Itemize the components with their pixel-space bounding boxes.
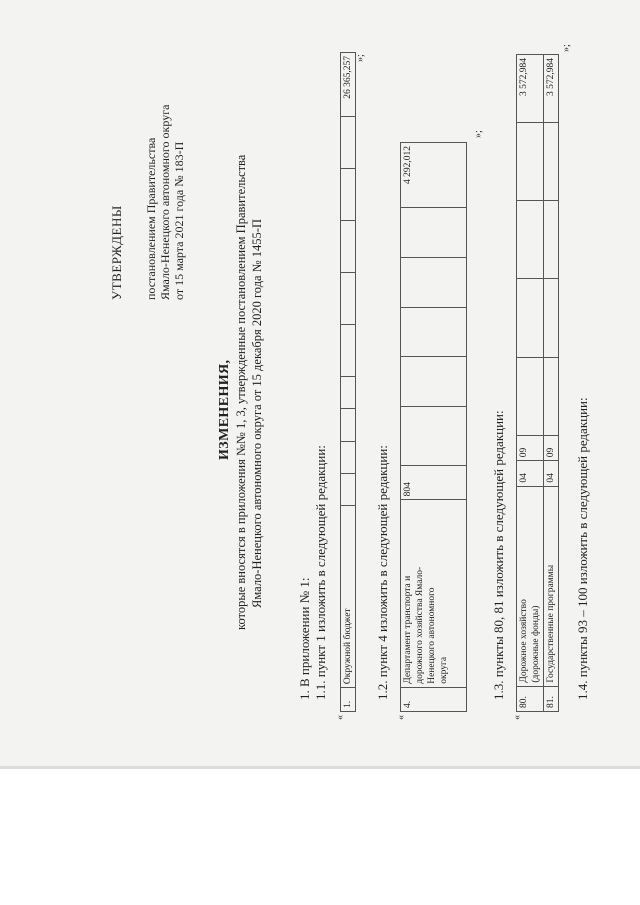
row-number: 80. xyxy=(517,686,544,711)
row-value: 3 572,984 xyxy=(544,55,559,123)
empty-cell xyxy=(544,357,559,435)
empty-cell xyxy=(517,123,544,201)
row-value: 4 292,012 xyxy=(401,143,467,208)
empty-cell xyxy=(401,357,467,407)
table-row xyxy=(517,55,544,712)
row-name-line: (дорожные фонды) xyxy=(531,605,541,683)
empty-cell xyxy=(517,357,544,435)
table-row xyxy=(341,53,356,712)
empty-cell xyxy=(341,169,356,221)
empty-cell xyxy=(517,279,544,357)
section-1-3-heading: 1.3. пункты 80, 81 изложить в следующей редакции: xyxy=(491,410,506,700)
row-number: 81. xyxy=(544,686,559,711)
quote-close-3: »; xyxy=(561,44,572,52)
table-point-4 xyxy=(400,142,467,712)
row-name-line: Ненецкого автономного xyxy=(427,587,437,684)
empty-cell xyxy=(341,377,356,409)
empty-cell xyxy=(341,117,356,169)
scan-bottom-edge xyxy=(0,766,640,769)
empty-cell xyxy=(544,279,559,357)
row-name-line: Департамент транспорта и xyxy=(403,575,413,684)
quote-open-1: « xyxy=(335,715,346,720)
row-name-line: округа xyxy=(439,656,449,684)
section-1-2-heading: 1.2. пункт 4 изложить в следующей редакции: xyxy=(375,445,390,700)
document-title: ИЗМЕНЕНИЯ, xyxy=(217,359,232,460)
empty-cell xyxy=(341,441,356,473)
table-points-80-81 xyxy=(516,54,559,712)
table-point-1 xyxy=(340,52,356,712)
approved-heading: УТВЕРЖДЕНЫ xyxy=(109,205,124,300)
row-code-2: 09 xyxy=(517,435,544,460)
row-code-2: 09 xyxy=(544,435,559,460)
subtitle-line-1: которые вносятся в приложения №№ 1, 3, утвержденные постановлением Правительства xyxy=(234,154,248,630)
approval-line-3: от 15 марта 2021 года № 183-П xyxy=(172,141,186,300)
row-value: 3 572,984 xyxy=(517,55,544,123)
quote-open-3: « xyxy=(512,715,523,720)
empty-cell xyxy=(401,208,467,258)
row-number: 4. xyxy=(401,687,467,711)
empty-cell xyxy=(341,473,356,505)
empty-cell xyxy=(517,201,544,279)
row-value: 26 365,257 xyxy=(341,53,356,117)
row-name xyxy=(401,500,467,687)
row-name xyxy=(544,486,559,686)
approval-line-1: постановлением Правительства xyxy=(144,137,158,300)
empty-cell xyxy=(544,123,559,201)
row-name-line: Дорожное хозяйство xyxy=(519,599,529,683)
quote-close-1: »; xyxy=(355,54,366,62)
row-number: 1. xyxy=(341,688,356,712)
subtitle-line-2: Ямало-Ненецкого автономного округа от 15 декабря 2020 года № 1455-П xyxy=(250,219,264,608)
approval-line-2: Ямало-Ненецкого автономного округа xyxy=(158,104,172,300)
empty-cell xyxy=(341,409,356,441)
empty-cell xyxy=(401,307,467,357)
empty-cell xyxy=(341,325,356,377)
empty-cell xyxy=(341,221,356,273)
table-row xyxy=(401,143,467,712)
section-1-1-heading: 1.1. пункт 1 изложить в следующей редакции: xyxy=(313,445,328,700)
section-1-4-heading: 1.4. пункты 93 – 100 изложить в следующей редакции: xyxy=(575,397,590,700)
row-name-line: дорожного хозяйства Ямало- xyxy=(415,566,425,684)
rotated-document-page xyxy=(40,0,600,720)
table-row xyxy=(544,55,559,712)
empty-cell xyxy=(341,273,356,325)
row-code-1: 04 xyxy=(544,461,559,486)
row-name xyxy=(517,486,544,686)
row-code: 804 xyxy=(401,466,467,500)
empty-cell xyxy=(401,407,467,466)
row-name: Окружной бюджет xyxy=(341,505,356,687)
row-name-line: Государственные программы xyxy=(546,564,556,683)
quote-open-2: « xyxy=(396,715,407,720)
empty-cell xyxy=(401,257,467,307)
row-code-1: 04 xyxy=(517,461,544,486)
section-1-heading: 1. В приложении № 1: xyxy=(297,577,312,700)
empty-cell xyxy=(544,201,559,279)
quote-close-2: »; xyxy=(473,130,484,138)
